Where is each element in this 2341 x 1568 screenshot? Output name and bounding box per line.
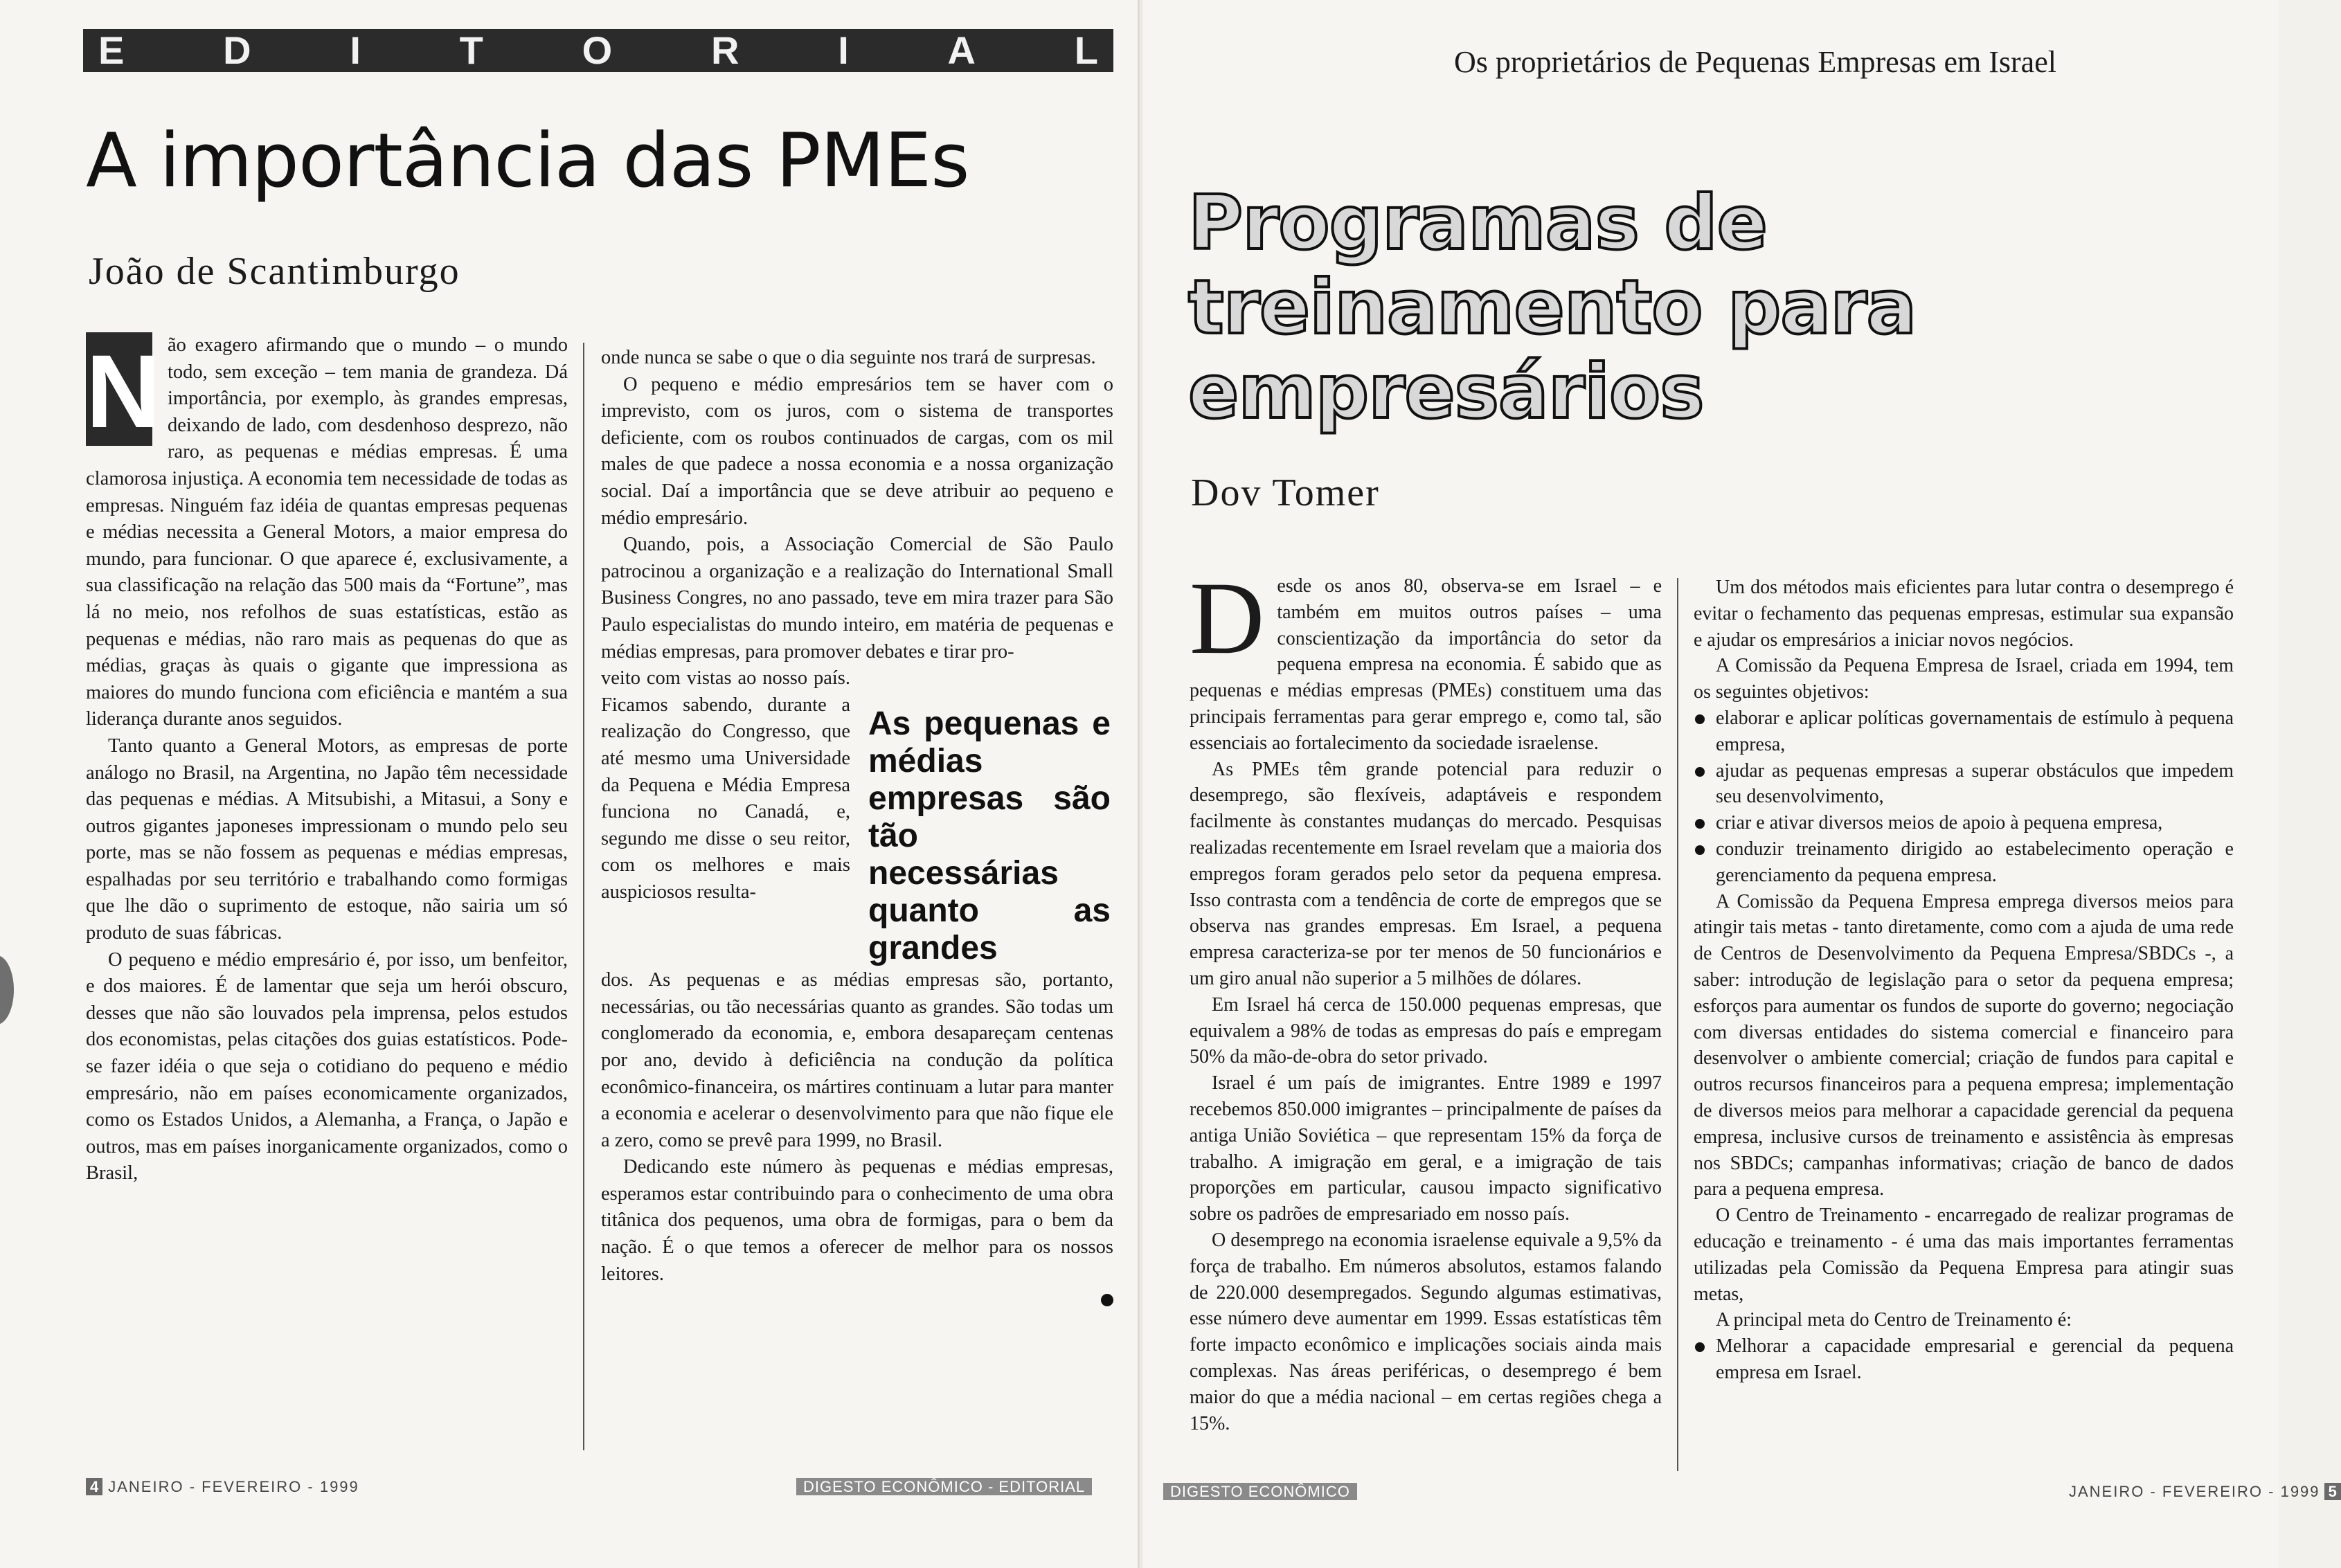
left-page bbox=[0, 0, 1139, 1568]
drop-cap: N bbox=[86, 333, 161, 449]
paragraph: dos. As pequenas e as médias empresas são, portanto, necessárias, ou tão necessárias quanto as grandes. São todas um conglomerado da economia, e, embora desapareçam centenas por ano, devido à deficiência na condução da política econômico-financeira, os mártires continuam a lutar para manter a economia e acelerar o desenvolvimento para que não fique ele a zero, como se prevê para 1999, no Brasil. bbox=[601, 969, 1113, 1151]
right-page bbox=[1142, 0, 2337, 1568]
banner-letter: I bbox=[838, 28, 849, 72]
banner-letter: R bbox=[710, 28, 739, 72]
left-column-2 bbox=[601, 345, 1113, 1315]
paragraph: veito com vistas ao nosso país. Ficamos sabendo, durante a realização do Congresso, que até mesmo uma Universidade da Pequena e Média Empresa funciona no Canadá, e, segundo me disse o seu reitor, com os melhores e mais auspiciosos resulta- bbox=[601, 667, 850, 903]
paragraph: Em Israel há cerca de 150.000 pequenas empresas, que equivalem a 98% de todas as empresas do país e empregam 50% da mão-de-obra do setor privado. bbox=[1190, 993, 1662, 1068]
paragraph: As PMEs têm grande potencial para reduzir o desemprego, são flexíveis, adaptáveis e respondem facilmente às constantes mudanças do mercado. Pesquisas realizadas recentemente em Israel revelam que a maioria dos empregos foram gerados pelo setor da pequena empresa. Isso contrasta com a tendência de corte de empregos que se observa nas grandes empresas. Em Israel, a pequena empresa caracteriza-se por ter menos de 50 funcionários e um giro anual não superior a 5 milhões de dólares. bbox=[1190, 758, 1662, 989]
paragraph: ão exagero afirmando que o mundo – o mundo todo, sem exceção – tem mania de grandeza. Dá importância, por exemplo, às grandes empresas, deixando de lado, com desdenhoso desprezo, não raro, as pequenas e médias empresas. É uma clamorosa injustiça. A economia tem necessidade de todas as empresas. Ninguém faz idéia de quantas empresas pequenas e médias necessita a General Motors, a maior empresa do mundo, para funcionar. O que aparece é, exclusivamente, a sua classificação na relação das 500 mais da “Fortune”, mas lá no meio, nos refolhos de suas estatísticas, estão as pequenas e médias, não raro mais as pequenas do que as médias, graças às quais o gigante que impressiona as maiores do mundo funciona com eficiência e mantém a sua liderança durante anos seguidos. bbox=[86, 334, 568, 730]
editorial-banner bbox=[83, 29, 1113, 72]
issue-date: JANEIRO - FEVEREIRO - 1999 bbox=[108, 1478, 359, 1495]
paragraph: O pequeno e médio empresário é, por isso, um benfeitor, e dos maiores. É de lamentar que seja um herói obscuro, desses que não são louvados pela imprensa, pelos estudos dos economistas, pelas citações dos guias estatísticos. Pode-se fazer idéia o que seja o cotidiano do pequeno e médio empresário, não em países economicamente organizados, como os Estados Unidos, a Alemanha, a França, o Japão e outros, mas em países inorganicamente organizados, como o Brasil, bbox=[86, 948, 568, 1184]
paragraph: Tanto quanto a General Motors, as empresas de porte análogo no Brasil, na Argentina, no Japão têm necessidade das pequenas e médias. A Mitsubishi, a Mitasui, a Sony e outros gigantes japoneses impressionam o mundo pelo seu porte, mas se não fossem as pequenas e médias empresas, espalhadas por seu território e trabalhando como formigas que lhe dão o suprimento de estoque, não sairia um só produto de suas fábricas. bbox=[86, 735, 568, 944]
article-author: Dov Tomer bbox=[1191, 471, 1380, 514]
list-item: Melhorar a capacidade empresarial e gerencial da pequena empresa em Israel. bbox=[1694, 1333, 2234, 1386]
title-line: treinamento para bbox=[1188, 264, 1917, 351]
article-author: João de Scantimburgo bbox=[89, 250, 460, 293]
article-title bbox=[1188, 181, 1916, 435]
paragraph: A principal meta do Centro de Treinamento é: bbox=[1716, 1309, 2072, 1331]
paragraph: esde os anos 80, observa-se em Israel – e também em muitos outros países – uma conscientização da importância do setor da pequena empresa na economia. É sabido que as pequenas e médias empresas (PMEs) constituem uma das principais ferramentas para gerar emprego e, como tal, são essenciais ao fortalecimento da sociedade israelense. bbox=[1190, 575, 1662, 754]
list-item: elaborar e aplicar políticas governamentais de estímulo à pequena empresa, bbox=[1694, 705, 2234, 758]
running-header: Os proprietários de Pequenas Empresas em Israel bbox=[1454, 45, 2056, 79]
section-tag: DIGESTO ECONÔMICO - EDITORIAL bbox=[796, 1478, 1092, 1495]
list-item: conduzir treinamento dirigido ao estabelecimento operação e gerenciamento da pequena empresa. bbox=[1694, 836, 2234, 889]
banner-letter: E bbox=[98, 28, 125, 72]
paragraph: A Comissão da Pequena Empresa emprega diversos meios para atingir tais metas - tanto diretamente, como com a ajuda de uma rede de Centros de Desenvolvimento da Pequena Empresa/SBDCs -, a saber: introdução de legislação para o setor da pequena empresa; esforços para aumentar os fundos de suporte do governo; negociação com diversas entidades do sistema comercial e financeiro para desenvolver o ambiente comercial; criação de fundos para capital e outros recursos financeiros para a pequena empresa; implementação de diversos meios para melhorar a capacidade gerencial da pequena empresa, inclusive cursos de treinamento e assistência às empresas nos SBDCs; campanhas informativas; criação de banco de dados para a pequena empresa. bbox=[1694, 890, 2234, 1200]
issue-date: JANEIRO - FEVEREIRO - 1999 bbox=[2069, 1483, 2320, 1500]
objectives-list bbox=[1694, 705, 2234, 889]
banner-letter: O bbox=[582, 28, 613, 72]
article-title: A importância das PMEs bbox=[86, 118, 969, 204]
page-number: 4 bbox=[86, 1478, 102, 1495]
left-column-1 bbox=[86, 332, 568, 1187]
paragraph: Quando, pois, a Associação Comercial de São Paulo patrocinou a organização e a realização do International Small Business Congres, no ano passado, teve em mira trazer para São Paulo especialistas do mundo inteiro, em matéria de pequenas e médias empresas, para promover debates e tirar pro- bbox=[601, 534, 1113, 663]
paragraph: Dedicando este número às pequenas e médias empresas, esperamos estar contribuindo para o conhecimento de uma obra titânica dos pequenos, uma obra de formigas, para o bem da nação. É o que temos a oferecer de melhor para os nossos leitores. bbox=[601, 1156, 1113, 1285]
paragraph: O desemprego na economia israelense equivale a 9,5% da força de trabalho. Em números absolutos, estamos falando de 220.000 desempregados. Segundo algumas estimativas, esse número deve aumentar em 1999. Essas estatísticas têm forte impacto econômico e implicações sociais ainda mais complexas. Nas áreas periféricas, o desemprego é bem maior do que a média nacional – em certas regiões chega a 15%. bbox=[1190, 1229, 1662, 1434]
paragraph: Israel é um país de imigrantes. Entre 1989 e 1997 recebemos 850.000 imigrantes – principalmente de países da antiga União Soviética – que representam 15% da força de trabalho. A imigração em geral, e a imigração de tais proporções em particular, causou impacto significativo sobre os padrões de empresariado em nosso país. bbox=[1190, 1072, 1662, 1225]
title-line: Programas de bbox=[1188, 180, 1767, 267]
title-line: empresários bbox=[1188, 349, 1704, 435]
right-column-2 bbox=[1694, 575, 2234, 1386]
paragraph: onde nunca se sabe o que o dia seguinte nos trará de surpresas. bbox=[601, 347, 1096, 368]
end-mark-icon bbox=[1101, 1294, 1113, 1306]
paragraph: A Comissão da Pequena Empresa de Israel, criada em 1994, tem os seguintes objetivos: bbox=[1694, 655, 2234, 703]
banner-letter: I bbox=[350, 28, 361, 72]
column-divider bbox=[583, 343, 584, 1450]
right-footer-tag bbox=[1163, 1483, 1357, 1501]
banner-letter: A bbox=[947, 28, 976, 72]
paragraph: O pequeno e médio empresários tem se haver com o imprevisto, com os juros, com o sistema de transportes deficiente, com os roubos continuados de cargas, com os mil males de que padece a nossa economia e a nossa organização social. Daí a importância que se deve atribuir ao pequeno e médio empresário. bbox=[601, 373, 1113, 529]
list-item: criar e ativar diversos meios de apoio à pequena empresa, bbox=[1694, 810, 2234, 836]
left-footer-tag bbox=[796, 1478, 1092, 1496]
banner-letter: D bbox=[223, 28, 251, 72]
list-item: ajudar as pequenas empresas a superar obstáculos que impedem seu desenvolvimento, bbox=[1694, 758, 2234, 811]
goal-list bbox=[1694, 1333, 2234, 1386]
section-tag: DIGESTO ECONÔMICO bbox=[1163, 1483, 1357, 1500]
column-divider bbox=[1677, 578, 1678, 1471]
right-column-1 bbox=[1190, 561, 1662, 1436]
left-footer-date bbox=[86, 1478, 359, 1496]
banner-letter: L bbox=[1074, 28, 1098, 72]
paragraph: Um dos métodos mais eficientes para lutar contra o desemprego é evitar o fechamento das pequenas empresas, estimular sua expansão e ajudar os empresários a iniciar novos negócios. bbox=[1694, 577, 2234, 651]
pull-quote: As pequenas e médias empresas são tão necessárias quanto as grandes bbox=[868, 705, 1111, 967]
banner-letter: T bbox=[459, 28, 483, 72]
page-number: 5 bbox=[2324, 1483, 2341, 1500]
drop-cap: D bbox=[1190, 561, 1265, 676]
paragraph: O Centro de Treinamento - encarregado de realizar programas de educação e treinamento - é uma das mais importantes ferramentas utilizadas pela Comissão da Pequena Empresa para atingir suas metas, bbox=[1694, 1205, 2234, 1305]
right-footer-date bbox=[2063, 1483, 2341, 1501]
binder-hole bbox=[0, 955, 14, 1025]
